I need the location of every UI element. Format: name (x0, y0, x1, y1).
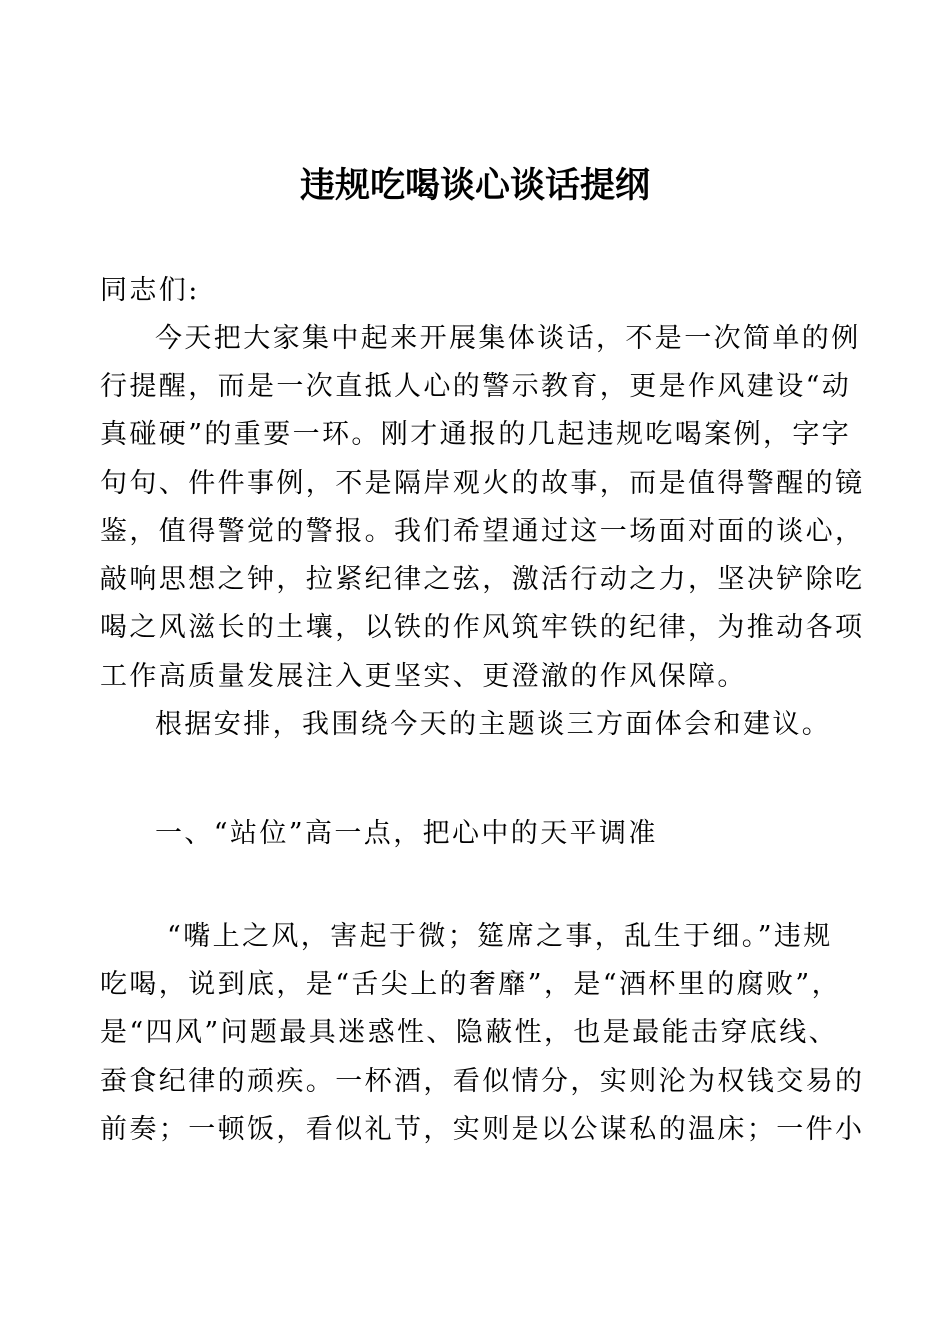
paragraph-line: 蚕食纪律的顽疾。一杯酒，看似情分，实则沦为权钱交易的 (100, 1066, 865, 1097)
paragraph-line: 句句、件件事例，不是隔岸观火的故事，而是值得警醒的镜 (100, 468, 865, 499)
paragraph-line: 真碰硬”的重要一环。刚才通报的几起违规吃喝案例，字字 (100, 419, 852, 450)
paragraph-line: 喝之风滋长的土壤，以铁的作风筑牢铁的纪律，为推动各项 (100, 612, 865, 643)
paragraph-line: 敲响思想之钟，拉紧纪律之弦，激活行动之力，坚决铲除吃 (100, 564, 865, 595)
paragraph-line: 吃喝，说到底，是“舌尖上的奢靡”，是“酒杯里的腐败”， (100, 969, 842, 1000)
paragraph-line: 行提醒，而是一次直抵人心的警示教育，更是作风建设“动 (100, 371, 852, 402)
salutation: 同志们: (100, 275, 200, 306)
document-title: 违规吃喝谈心谈话提纲 (299, 165, 650, 206)
section-heading: 一、“站位”高一点，把心中的天平调准 (155, 818, 658, 849)
paragraph-line: “嘴上之风，害起于微；筵席之事，乱生于细。”违规 (167, 921, 833, 952)
paragraph-line: 根据安排，我围绕今天的主题谈三方面体会和建议。 (155, 709, 832, 740)
paragraph-line: 前奏；一顿饭，看似礼节，实则是以公谋私的温床；一件小 (100, 1114, 865, 1145)
paragraph-line: 今天把大家集中起来开展集体谈话，不是一次简单的例 (155, 323, 861, 354)
paragraph-line: 是“四风”问题最具迷惑性、隐蔽性，也是最能击穿底线、 (100, 1017, 839, 1048)
paragraph-line: 鉴，值得警觉的警报。我们希望通过这一场面对面的谈心， (100, 516, 865, 547)
paragraph-line: 工作高质量发展注入更坚实、更澄澈的作风保障。 (100, 661, 747, 692)
